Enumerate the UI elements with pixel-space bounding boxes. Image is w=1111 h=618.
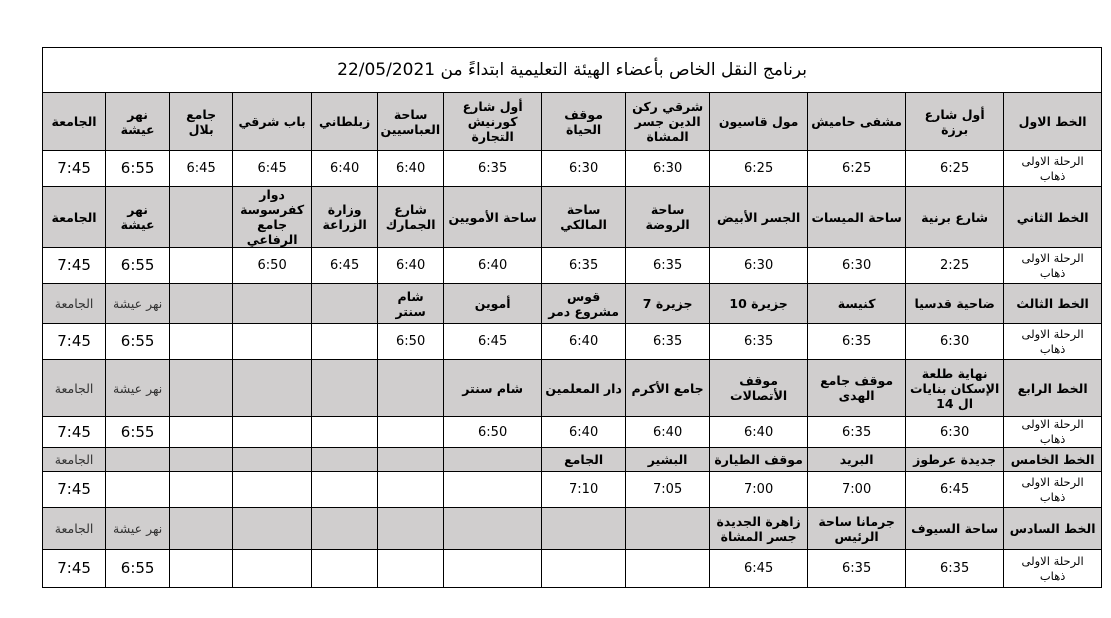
- stop-cell: الجامعة: [43, 93, 106, 151]
- stop-cell: [170, 448, 233, 472]
- stop-cell: شام سنتر: [444, 360, 542, 417]
- time-cell: [170, 324, 233, 360]
- stop-cell: [378, 508, 444, 550]
- time-cell: [106, 472, 170, 508]
- time-cell: [233, 550, 312, 588]
- stop-cell: مول قاسيون: [710, 93, 808, 151]
- trip-label: الرحلة الاولى ذهاب: [1004, 472, 1102, 508]
- time-cell: 7:45: [43, 248, 106, 284]
- time-cell: [233, 417, 312, 448]
- time-cell: 6:30: [906, 324, 1004, 360]
- time-cell: 6:45: [312, 248, 378, 284]
- time-cell: 6:40: [444, 248, 542, 284]
- stop-cell: موقف جامع الهدى: [808, 360, 906, 417]
- schedule-title: برنامج النقل الخاص بأعضاء الهيئة التعليمية ابتداءً من 22/05/2021: [43, 48, 1102, 93]
- stop-cell: أموين: [444, 284, 542, 324]
- time-cell: 6:25: [906, 151, 1004, 187]
- stop-cell: الجامعة: [43, 187, 106, 248]
- stop-cell: ضاحية قدسيا: [906, 284, 1004, 324]
- line-header-row: [43, 93, 1102, 151]
- stop-cell: أول شارع كورنيش التجارة: [444, 93, 542, 151]
- stop-cell: نهر عيشة: [106, 284, 170, 324]
- trip-times-row: [43, 417, 1102, 448]
- time-cell: 6:50: [378, 324, 444, 360]
- stop-cell: ساحة السيوف: [906, 508, 1004, 550]
- time-cell: [233, 324, 312, 360]
- line-header-row: [43, 508, 1102, 550]
- stop-cell: البشير: [626, 448, 710, 472]
- time-cell: 6:35: [906, 550, 1004, 588]
- time-cell: 7:00: [808, 472, 906, 508]
- time-cell: [170, 550, 233, 588]
- time-cell: 6:35: [808, 417, 906, 448]
- time-cell: 6:40: [626, 417, 710, 448]
- stop-cell: زبلطاني: [312, 93, 378, 151]
- time-cell: [626, 550, 710, 588]
- stop-cell: ساحة العباسيين: [378, 93, 444, 151]
- time-cell: 6:30: [626, 151, 710, 187]
- stop-cell: مشفى حاميش: [808, 93, 906, 151]
- line-name: الخط الثالث: [1004, 284, 1102, 324]
- time-cell: 6:35: [626, 248, 710, 284]
- stop-cell: شارع الجمارك: [378, 187, 444, 248]
- trip-label: الرحلة الاولى ذهاب: [1004, 248, 1102, 284]
- stop-cell: جزيرة 7: [626, 284, 710, 324]
- time-cell: 7:45: [43, 550, 106, 588]
- trip-times-row: [43, 472, 1102, 508]
- time-cell: [312, 417, 378, 448]
- trip-times-row: [43, 151, 1102, 187]
- stop-cell: الجامعة: [43, 508, 106, 550]
- stop-cell: موقف الطيارة: [710, 448, 808, 472]
- time-cell: 6:55: [106, 248, 170, 284]
- stop-cell: [542, 508, 626, 550]
- time-cell: 6:45: [444, 324, 542, 360]
- time-cell: 6:50: [444, 417, 542, 448]
- stop-cell: شرقي ركن الدين جسر المشاة: [626, 93, 710, 151]
- stop-cell: [626, 508, 710, 550]
- stop-cell: [233, 360, 312, 417]
- schedule-table: [42, 47, 1102, 588]
- stop-cell: [233, 448, 312, 472]
- time-cell: 6:35: [542, 248, 626, 284]
- time-cell: [312, 550, 378, 588]
- time-cell: 6:45: [233, 151, 312, 187]
- stop-cell: ساحة الروضة: [626, 187, 710, 248]
- line-name: الخط الاول: [1004, 93, 1102, 151]
- time-cell: 6:50: [233, 248, 312, 284]
- stop-cell: جرمانا ساحة الرئيس: [808, 508, 906, 550]
- stop-cell: الجامعة: [43, 360, 106, 417]
- line-header-row: [43, 187, 1102, 248]
- trip-label: الرحلة الاولى ذهاب: [1004, 417, 1102, 448]
- stop-cell: ساحة الميسات: [808, 187, 906, 248]
- time-cell: [444, 550, 542, 588]
- stop-cell: الجامعة: [43, 448, 106, 472]
- time-cell: 6:35: [626, 324, 710, 360]
- stop-cell: [444, 448, 542, 472]
- trip-label: الرحلة الاولى ذهاب: [1004, 550, 1102, 588]
- time-cell: 6:30: [906, 417, 1004, 448]
- time-cell: 6:35: [710, 324, 808, 360]
- stop-cell: شام سنتر: [378, 284, 444, 324]
- time-cell: 6:40: [710, 417, 808, 448]
- stop-cell: دار المعلمين: [542, 360, 626, 417]
- line-name: الخط الثاني: [1004, 187, 1102, 248]
- time-cell: [233, 472, 312, 508]
- schedule-sheet: [42, 47, 1101, 588]
- line-header-row: [43, 284, 1102, 324]
- time-cell: 6:35: [808, 324, 906, 360]
- stop-cell: [312, 284, 378, 324]
- stop-cell: [233, 508, 312, 550]
- time-cell: 6:35: [808, 550, 906, 588]
- time-cell: 6:30: [710, 248, 808, 284]
- time-cell: [170, 417, 233, 448]
- time-cell: 7:05: [626, 472, 710, 508]
- time-cell: [378, 417, 444, 448]
- stop-cell: [170, 284, 233, 324]
- stop-cell: الجسر الأبيض: [710, 187, 808, 248]
- stop-cell: زاهرة الجديدة جسر المشاة: [710, 508, 808, 550]
- stop-cell: موقف الأتصالات: [710, 360, 808, 417]
- time-cell: 6:55: [106, 417, 170, 448]
- stop-cell: جامع الأكرم: [626, 360, 710, 417]
- time-cell: 6:35: [444, 151, 542, 187]
- stop-cell: دوار كفرسوسة جامع الرفاعي: [233, 187, 312, 248]
- time-cell: [378, 472, 444, 508]
- stop-cell: الجامعة: [43, 284, 106, 324]
- time-cell: 6:55: [106, 550, 170, 588]
- stop-cell: نهر عيشة: [106, 187, 170, 248]
- time-cell: 6:40: [378, 248, 444, 284]
- line-header-row: [43, 360, 1102, 417]
- time-cell: 6:25: [808, 151, 906, 187]
- time-cell: 7:10: [542, 472, 626, 508]
- line-header-row: [43, 448, 1102, 472]
- stop-cell: وزارة الزراعة: [312, 187, 378, 248]
- stop-cell: أول شارع برزة: [906, 93, 1004, 151]
- time-cell: [312, 324, 378, 360]
- line-name: الخط الخامس: [1004, 448, 1102, 472]
- time-cell: 7:45: [43, 472, 106, 508]
- trip-times-row: [43, 324, 1102, 360]
- stop-cell: [444, 508, 542, 550]
- time-cell: 7:00: [710, 472, 808, 508]
- time-cell: 7:45: [43, 417, 106, 448]
- time-cell: 6:55: [106, 151, 170, 187]
- time-cell: [542, 550, 626, 588]
- time-cell: 6:45: [170, 151, 233, 187]
- time-cell: 6:30: [542, 151, 626, 187]
- time-cell: [444, 472, 542, 508]
- stop-cell: [170, 508, 233, 550]
- line-name: الخط الرابع: [1004, 360, 1102, 417]
- trip-label: الرحلة الاولى ذهاب: [1004, 324, 1102, 360]
- stop-cell: جديدة عرطوز: [906, 448, 1004, 472]
- stop-cell: كنيسة: [808, 284, 906, 324]
- time-cell: 6:45: [906, 472, 1004, 508]
- time-cell: 7:45: [43, 324, 106, 360]
- stop-cell: [170, 360, 233, 417]
- stop-cell: جامع بلال: [170, 93, 233, 151]
- trip-times-row: [43, 248, 1102, 284]
- stop-cell: [233, 284, 312, 324]
- stop-cell: [312, 448, 378, 472]
- time-cell: 7:45: [43, 151, 106, 187]
- time-cell: 6:25: [710, 151, 808, 187]
- stop-cell: ساحة المالكي: [542, 187, 626, 248]
- stop-cell: الجامع: [542, 448, 626, 472]
- stop-cell: قوس مشروع دمر: [542, 284, 626, 324]
- stop-cell: باب شرقي: [233, 93, 312, 151]
- time-cell: 6:40: [312, 151, 378, 187]
- time-cell: 6:40: [378, 151, 444, 187]
- time-cell: 6:45: [710, 550, 808, 588]
- trip-times-row: [43, 550, 1102, 588]
- time-cell: [170, 248, 233, 284]
- stop-cell: [312, 360, 378, 417]
- stop-cell: نهر عيشة: [106, 508, 170, 550]
- stop-cell: نهاية طلعة الإسكان بنايات ال 14: [906, 360, 1004, 417]
- stop-cell: جزيرة 10: [710, 284, 808, 324]
- trip-label: الرحلة الاولى ذهاب: [1004, 151, 1102, 187]
- time-cell: 6:40: [542, 417, 626, 448]
- line-name: الخط السادس: [1004, 508, 1102, 550]
- stop-cell: ساحة الأمويين: [444, 187, 542, 248]
- time-cell: [378, 550, 444, 588]
- stop-cell: شارع برنية: [906, 187, 1004, 248]
- time-cell: 6:30: [808, 248, 906, 284]
- stop-cell: [378, 360, 444, 417]
- stop-cell: البريد: [808, 448, 906, 472]
- time-cell: [312, 472, 378, 508]
- time-cell: 6:55: [106, 324, 170, 360]
- time-cell: [170, 472, 233, 508]
- stop-cell: [106, 448, 170, 472]
- time-cell: 6:40: [542, 324, 626, 360]
- stop-cell: نهر عيشة: [106, 93, 170, 151]
- stop-cell: [170, 187, 233, 248]
- stop-cell: نهر عيشة: [106, 360, 170, 417]
- stop-cell: موقف الحياة: [542, 93, 626, 151]
- stop-cell: [312, 508, 378, 550]
- stop-cell: [378, 448, 444, 472]
- time-cell: 2:25: [906, 248, 1004, 284]
